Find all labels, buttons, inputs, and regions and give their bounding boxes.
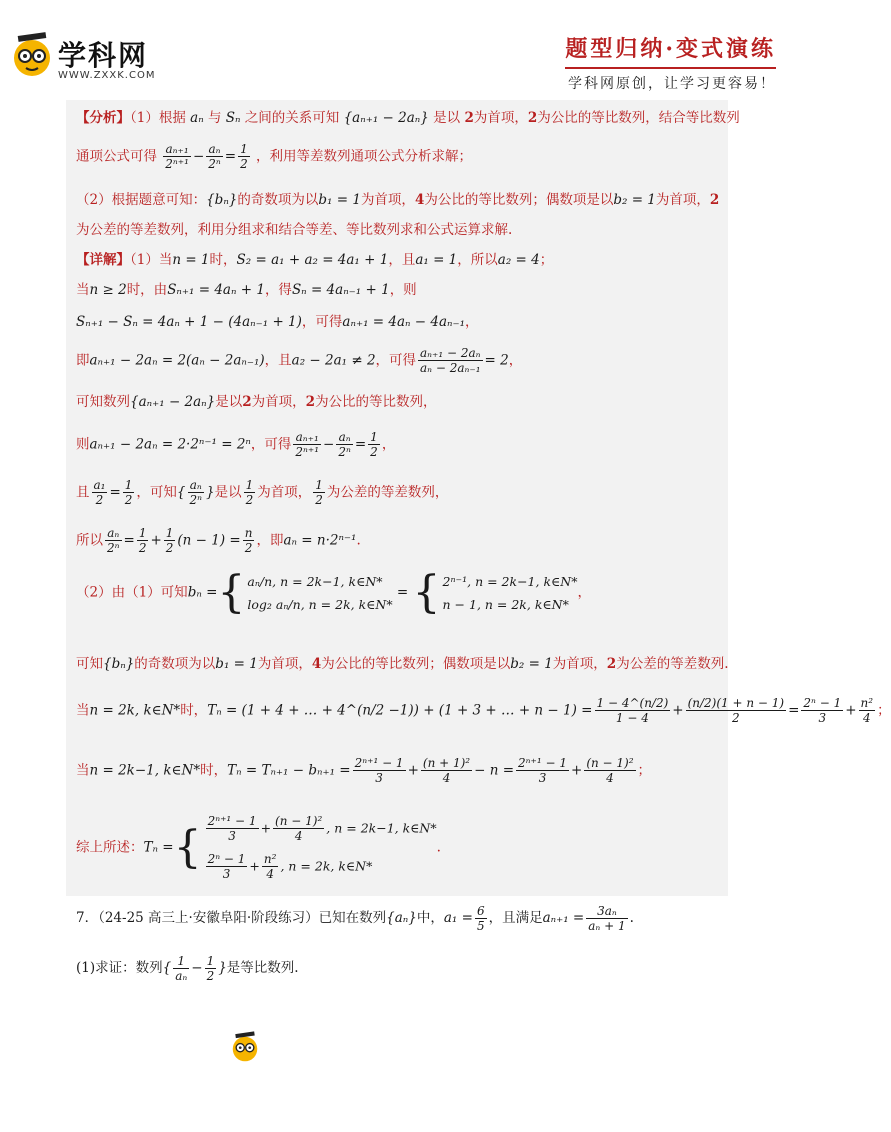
text: ，利用等差数列通项公式分析求解； (256, 148, 473, 165)
problem-7-stem: 7．（24-25 高三上·安徽阜阳·阶段练习）已知在数列{aₙ}中，a₁ = $\frac{6}{5}$ ，且满足aₙ₊₁ = $\frac{\text{3aₙ}}{\text{aₙ + 1}}$ . (76, 904, 634, 933)
detail-line-4: 即aₙ₊₁ − 2aₙ = 2(aₙ − 2aₙ₋₁)，且a₂ − 2a₁ ≠ 2，可得 $\frac{\text{aₙ₊₁ − 2aₙ}}{\text{aₙ − 2aₙ₋₁}}$ = 2， (76, 346, 523, 376)
zxxk-logo (10, 30, 180, 90)
slogan-divider (565, 67, 776, 69)
text: 与 (207, 110, 222, 126)
detail-line-9: （2）由（1）可知bₙ ={ aₙ/n, n = 2k−1, k∈N* log₂ aₙ/n, n = 2k, k∈N* = { 2ⁿ⁻¹, n = 2k−1, k∈N* n − 1, n = 2k, k∈N* ， (76, 567, 591, 618)
detail-line-13: 综上所述：Tₙ ={ $\frac{\text{2ⁿ⁺¹ − 1}}{3}$ + $\frac{\text{(n − 1)²}}{4}$ , n = 2k−1, k∈N* $\frac{\text{2ⁿ − 1}}{3}$ + $\frac{\text{n²}}{4}$ , n = 2k, k∈N* . (76, 814, 441, 882)
detail-line-10: 可知{bₙ}的奇数项为以b₁ = 1为首项，4为公比的等比数列；偶数项是以b₂ = 1为首项，2为公差的等差数列. (76, 656, 729, 672)
analysis-line-4: 为公差的等差数列，利用分组求和结合等差、等比数列求和公式运算求解. (76, 222, 513, 238)
detail-tag: 【详解】 (76, 252, 130, 268)
fraction: $\frac{\text{aₙ₊₁}}{\text{2ⁿ⁺¹}}$ (165, 142, 189, 172)
text: 2 (464, 110, 474, 126)
logo-text: 学科网 (58, 39, 149, 72)
slogan-main: 题型归纳·变式演练 (565, 36, 776, 62)
owl-mascot-icon (230, 1030, 260, 1064)
text: 2 (527, 110, 538, 126)
text: 通项公式可得 (76, 148, 157, 165)
logo-url: WWW.ZXXK.COM (58, 70, 156, 81)
text: 是以 (433, 110, 461, 126)
fraction: $\frac{1}{2}$ (240, 142, 248, 172)
problem-7-part-1: (1)求证：数列{ $\frac{1}{\text{aₙ}}$ − $\frac{1}{2}$ }是等比数列. (76, 954, 299, 983)
analysis-line-1 (76, 110, 740, 126)
analysis-line-2: 通项公式可得 $\frac{\text{aₙ₊₁}}{\text{2ⁿ⁺¹}}$ − $\frac{\text{aₙ}}{\text{2ⁿ}}$ = $\frac{1}{2}$ ，利用等差数列通项公式分析求解； (76, 142, 473, 172)
detail-line-12: 当n = 2k−1, k∈N*时，Tₙ = Tₙ₊₁ − bₙ₊₁ = $\frac{\text{2ⁿ⁺¹ − 1}}{3}$ + $\frac{\text{(n + 1)²}}{4}$ − n = $\frac{\text{2ⁿ⁺¹ − 1}}{3}$ + $\frac{\text{(n − 1)²}}{4}$ ； (76, 756, 652, 786)
math: Sₙ (225, 110, 241, 126)
detail-line-7: 且 $\frac{\text{a₁}}{2}$ = $\frac{1}{2}$ ，可知{ $\frac{\text{aₙ}}{\text{2ⁿ}}$ }是以 $\frac{1}{2}$ 为首项， $\frac{1}{2}$ 为公差的等差数列， (76, 478, 449, 508)
fraction: $\frac{\text{aₙ}}{\text{2ⁿ}}$ (208, 142, 221, 172)
text: 之间的关系可知 (244, 110, 340, 126)
detail-line-3: Sₙ₊₁ − Sₙ = 4aₙ + 1 − (4aₙ₋₁ + 1)，可得aₙ₊₁ = 4aₙ − 4aₙ₋₁， (76, 314, 479, 330)
text: 为公比的等比数列，结合等比数列 (537, 110, 740, 126)
text: 为首项， (473, 110, 528, 126)
detail-line-8: 所以 $\frac{\text{aₙ}}{\text{2ⁿ}}$ = $\frac{1}{2}$ + $\frac{1}{2}$ (n − 1) = $\frac{n}{2}$ ，即aₙ = n·2ⁿ⁻¹. (76, 526, 361, 556)
detail-line-1: 【详解】（1）当n = 1时，S₂ = a₁ + a₂ = 4a₁ + 1，且a₁ = 1，所以a₂ = 4； (76, 252, 554, 268)
text: （1）根据 (130, 110, 186, 126)
detail-line-6: 则aₙ₊₁ − 2aₙ = 2·2ⁿ⁻¹ = 2ⁿ，可得 $\frac{\text{aₙ₊₁}}{\text{2ⁿ⁺¹}}$ − $\frac{\text{aₙ}}{\text{2ⁿ}}$ = $\frac{1}{2}$ ， (76, 430, 396, 460)
owl-mascot-icon (10, 30, 54, 80)
page-header (0, 0, 800, 100)
header-slogan (565, 32, 776, 93)
detail-line-11: 当n = 2k, k∈N*时，Tₙ = (1 + 4 + … + 4^(n/2 −1)) + (1 + 3 + … + n − 1) = $\frac{1 - 4\^{}(n/2)}{1 - 4}$ + $\frac{(n/2)(1 + n - 1)}{2}$ = $\frac{\text{2ⁿ − 1}}{3}$ + $\frac{\text{n²}}{4}$ ； (76, 696, 891, 726)
footer-mascot (230, 1030, 260, 1068)
math: aₙ (190, 110, 204, 126)
detail-line-5: 可知数列{aₙ₊₁ − 2aₙ}是以2为首项，2为公比的等比数列， (76, 394, 437, 410)
analysis-line-3: （2）根据题意可知：{bₙ}的奇数项为以b₁ = 1为首项，4为公比的等比数列；偶数项是以b₂ = 1为首项，2 (76, 192, 720, 208)
detail-line-2: 当n ≥ 2时，由Sₙ₊₁ = 4aₙ + 1，得Sₙ = 4aₙ₋₁ + 1，则 (76, 282, 417, 298)
analysis-tag: 【分析】 (76, 110, 130, 126)
slogan-sub: 学科网原创，让学习更容易！ (568, 76, 776, 92)
math: {aₙ₊₁ − 2aₙ} (343, 110, 429, 126)
